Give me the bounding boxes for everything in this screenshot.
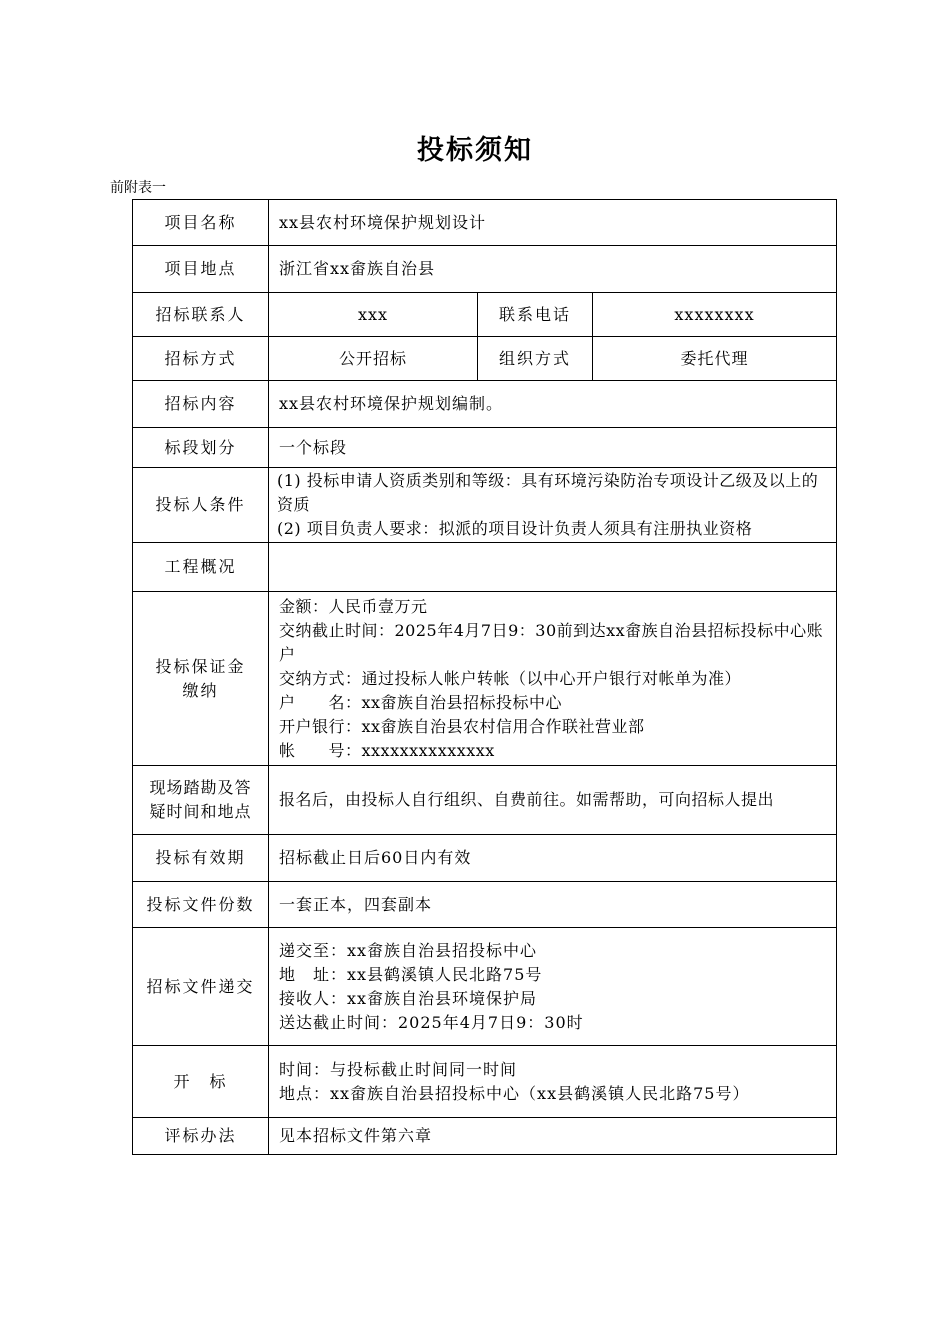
value-deposit	[269, 592, 837, 766]
value-validity: 招标截止日后60日内有效	[269, 835, 837, 882]
label-method: 招标方式	[133, 337, 269, 381]
label-site-visit-line2: 疑时间和地点	[149, 802, 252, 821]
value-project-location: 浙江省xx畲族自治县	[269, 246, 837, 293]
deposit-deadline: 交纳截止时间：2025年4月7日9：30前到达xx畲族自治县招标投标中心账户	[279, 620, 824, 664]
deposit-method: 交纳方式：通过投标人帐户转帐（以中心开户银行对帐单为准）	[279, 668, 742, 688]
row-overview	[133, 543, 837, 592]
value-bidder-conditions	[269, 468, 837, 543]
value-lots: 一个标段	[269, 428, 837, 468]
row-bidder-conditions	[133, 468, 837, 543]
row-project-location	[133, 246, 837, 293]
row-validity	[133, 835, 837, 882]
submission-deadline: 送达截止时间：2025年4月7日9：30时	[279, 1012, 584, 1032]
bid-info-table	[132, 199, 837, 1155]
label-deposit	[133, 592, 269, 766]
label-org-method: 组织方式	[478, 337, 593, 381]
label-project-name: 项目名称	[133, 200, 269, 246]
value-project-name: xx县农村环境保护规划设计	[269, 200, 837, 246]
value-phone: xxxxxxxx	[593, 293, 837, 337]
deposit-amount: 金额：人民币壹万元	[279, 596, 428, 616]
label-submission: 招标文件递交	[133, 928, 269, 1046]
row-contact	[133, 293, 837, 337]
value-opening	[269, 1046, 837, 1118]
row-submission	[133, 928, 837, 1046]
value-submission	[269, 928, 837, 1046]
opening-location: 地点：xx畲族自治县招投标中心（xx县鹤溪镇人民北路75号）	[279, 1083, 750, 1103]
value-copies: 一套正本，四套副本	[269, 882, 837, 928]
label-project-location: 项目地点	[133, 246, 269, 293]
submission-address: 地 址：xx县鹤溪镇人民北路75号	[279, 964, 543, 984]
value-method: 公开招标	[269, 337, 478, 381]
label-site-visit	[133, 766, 269, 835]
label-evaluation: 评标办法	[133, 1118, 269, 1155]
value-evaluation: 见本招标文件第六章	[269, 1118, 837, 1155]
deposit-account-name: 户 名：xx畲族自治县招标投标中心	[279, 692, 563, 712]
deposit-account-no: 帐 号：xxxxxxxxxxxxxx	[279, 740, 495, 760]
label-bidder-conditions: 投标人条件	[133, 468, 269, 543]
row-content	[133, 381, 837, 428]
bidder-condition-1: (1) 投标申请人资质类别和等级：具有环境污染防治专项设计乙级及以上的资质	[277, 471, 819, 514]
label-deposit-line1: 投标保证金	[155, 656, 246, 676]
row-method	[133, 337, 837, 381]
label-overview: 工程概况	[133, 543, 269, 592]
submission-receiver: 接收人：xx畲族自治县环境保护局	[279, 988, 538, 1008]
row-project-name	[133, 200, 837, 246]
submission-to: 递交至：xx畲族自治县招投标中心	[279, 940, 538, 960]
label-site-visit-line1: 现场踏勘及答	[149, 778, 252, 797]
value-org-method: 委托代理	[593, 337, 837, 381]
value-contact: xxx	[269, 293, 478, 337]
label-lots: 标段划分	[133, 428, 269, 468]
label-contact: 招标联系人	[133, 293, 269, 337]
row-deposit	[133, 592, 837, 766]
page-title: 投标须知	[417, 135, 533, 166]
row-site-visit	[133, 766, 837, 835]
label-content: 招标内容	[133, 381, 269, 428]
row-lots	[133, 428, 837, 468]
row-copies	[133, 882, 837, 928]
label-validity: 投标有效期	[133, 835, 269, 882]
label-deposit-line2: 缴纳	[182, 680, 219, 700]
bidder-condition-2: (2) 项目负责人要求：拟派的项目设计负责人须具有注册执业资格	[277, 519, 753, 538]
value-content: xx县农村环境保护规划编制。	[269, 381, 837, 428]
table-caption: 前附表一	[110, 180, 166, 196]
value-site-visit: 报名后，由投标人自行组织、自费前往。如需帮助，可向招标人提出	[269, 766, 837, 835]
label-opening: 开 标	[133, 1046, 269, 1118]
value-overview	[269, 543, 837, 592]
opening-time: 时间：与投标截止时间同一时间	[279, 1059, 518, 1079]
row-evaluation	[133, 1118, 837, 1155]
label-phone: 联系电话	[478, 293, 593, 337]
row-opening	[133, 1046, 837, 1118]
label-copies: 投标文件份数	[133, 882, 269, 928]
deposit-bank: 开户银行：xx畲族自治县农村信用合作联社营业部	[279, 716, 645, 736]
